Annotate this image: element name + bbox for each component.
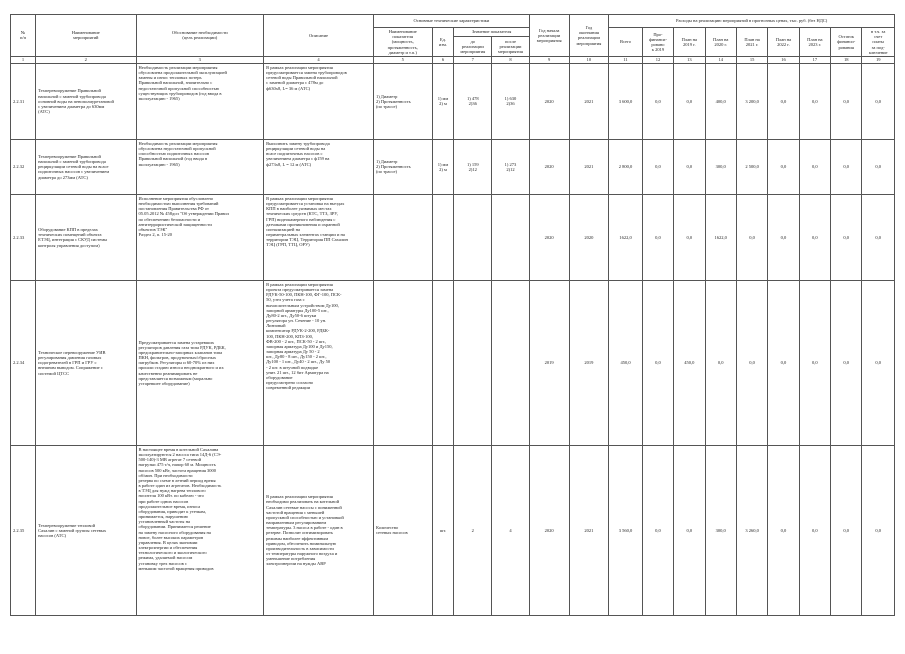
header-tech-name: Наименование показателя (мощность, протяженность, диаметр и т.п.) [373,28,432,57]
row-remainder: 0,0 [831,280,862,445]
row-num: 2.2.31 [11,63,36,139]
row-end-year: 2021 [569,445,609,615]
header-plan-2022: План на 2022 г. [768,28,799,57]
header-costs-group: Расходы на реализацию мероприятий в прогнозных ценах, тыс. руб. (без НДС) [609,15,895,28]
row-plan-2020: 1622,0 [705,194,736,280]
row-justification: В настоящее время в котельной Сахалина эксплуатируются 2 насоса типа 14Д-6 (СЭ- 500-140)-3 МВ агрегат 7 сетевой нагрузки 475 т/ч, напор 60 м. Мощность насосов 500 кВт, частота вращения 3000 об/мин. При необходимости резерва по схеме в летний период время в работе один из агрегатов. Необходимость в ТЭЦ для нужд нагрева теплового носителя 100 кВт. по кабелю - что при работе одних насосов продолжительное время, износа оборудования, приводит к утечкам, принимается, нарушению установленный частоты на оборудовании. Принимается решение на замену насосного оборудования на новое, более высоких параметров управления. В целях экономии электроэнергии и обеспечения технологического и экологического режима, удаляемой насосом установку трех насосов с меньшим частотой вращения приводов [136,445,264,615]
row-plan-2021: 3 260,0 [736,445,767,615]
header-description: Описание [264,15,374,57]
row-description: В рамках реализации мероприятия предусматривается установка на въездах КПП в наиболее уязвимых местах технических средств (КТС, ТТЗ, ЗРУ, ГРП) видеокамерного наблюдения с датчиками проникновения и охранной сигнализацией на периметральных элементах станции и на территории ТЭЦ. Территория ПП Сахалин ТЭЦ (ГРП, ТТЦ, ОРУ) [264,194,374,280]
row-plan-2023: 0,0 [799,194,830,280]
row-plan-2023: 0,0 [799,445,830,615]
row-financed: 0,0 [642,194,673,280]
row-financed: 0,0 [642,139,673,194]
row-remainder: 0,0 [831,139,862,194]
table-row [11,63,895,139]
row-before [454,280,492,445]
header-values-group: Значение показателя [454,28,529,37]
column-number: 18 [831,56,862,63]
row-num: 2.2.34 [11,280,36,445]
row-plan-2022: 0,0 [768,194,799,280]
row-tech-name: 1) Диаметр 2) Протяженность (по трассе) [373,63,432,139]
row-total: 1622,0 [609,194,642,280]
row-plan-2021: 0,0 [736,194,767,280]
header-plan-2020: План на 2020 г. [705,28,736,57]
header-before: до реализации мероприятия [454,36,492,56]
row-unit: 1) мм 2) м [432,139,454,194]
header-end-year: Год окончания реализации мероприятия [569,15,609,57]
header-unit: Ед. изм. [432,28,454,57]
row-total: 2 800,0 [609,139,642,194]
row-financed: 0,0 [642,63,673,139]
row-end-year: 2021 [569,63,609,139]
row-tech-name [373,194,432,280]
row-total: 3 560,0 [609,445,642,615]
row-plan-2022: 0,0 [768,280,799,445]
row-description: Выполнить замену трубопровода рециркуляции сетевой воды на всасе подпиточных насосов с увеличением диаметра с ф159 на ф273х8, L = 12 м (АТС) [264,139,374,194]
row-total: 450,0 [609,280,642,445]
row-plan-2021: 0,0 [736,280,767,445]
row-remainder: 0,0 [831,445,862,615]
header-total: Всего [609,28,642,57]
row-total: 3 600,0 [609,63,642,139]
row-plan-2020: 0,0 [705,280,736,445]
header-tech-group: Основные технические характеристики [373,15,529,28]
row-tech-name [373,280,432,445]
column-number: 6 [432,56,454,63]
table-row [11,194,895,280]
row-end-year: 2020 [569,194,609,280]
document-page [10,14,895,626]
row-unit: 1) мм 2) м [432,63,454,139]
row-remainder: 0,0 [831,194,862,280]
row-unit [432,280,454,445]
row-plan-2019: 450,0 [674,280,705,445]
row-name: Техперевооружение тепловой Сахалин с заменой группы сетевых насосов (АТС) [36,445,136,615]
row-start-year: 2020 [529,139,569,194]
row-plan-2022: 0,0 [768,445,799,615]
row-after: 4 [492,445,530,615]
row-plan-2023: 0,0 [799,280,830,445]
column-number: 8 [492,56,530,63]
column-number: 13 [674,56,705,63]
row-tech-name: 1) Диаметр 2) Протяженность (по трассе) [373,139,432,194]
row-num: 2.2.32 [11,139,36,194]
header-num: № п/п [11,15,36,57]
column-number: 2 [36,56,136,63]
row-name: Техперевооружение Правильной напольной с заменой трубопровода рециркуляции сетевой воды на всасе подпиточных насосов с увеличением диаметра до 273мм (АТС) [36,139,136,194]
table-row [11,139,895,194]
row-description: В рамках реализации мероприятия проекта предусматривается замена РДУК-50-100, ПКН-100, ФГ-100, ПСК- 50, узел учета газа с вычислительным устройством Ду100, запорной арматуры Ду100-5 шт., Ду80-2 шт., Ду50-6 штуки регулятора ун. Сечение - 10 ун. Линзовый компенсатор РДУК-2-200, РДБК- 100, ПКН-200, КПЗ-100, ФВ-200 - 2 шт., ПСК-50 - 2 шт., запорная арматура Ду100 и Ду150, запорная арматура Ду 50 - 2 шт., Ду80 - 8 шт., Ду150 - 2 шт., Ду100 - 1 шт., Ду40 - 2 шт., Ду 50 - 2 шт. в штучной подводке унит. 21 шт., 12 бит Арматура на оборудование предусмотрено согласно современной редакции [264,280,374,445]
column-number: 12 [642,56,673,63]
row-remainder: 0,0 [831,63,862,139]
column-number: 17 [799,56,830,63]
row-financed: 0,0 [642,445,673,615]
row-after: 1) 630 2)36 [492,63,530,139]
row-justification: Предусматривается замена устаревших регуляторов давления газа типа РДУК, РДБК, предохранительно-запорных клапанов типа ПКН, фильтров, продувочных/сбросных патрубков. Регуляторы и 60-70% из них прошли стадию износа неоднократного и их качественно реанимировать не представляется возможным (морально устаревшее оборудование) [136,280,264,445]
row-plan-2021: 3 200,0 [736,63,767,139]
row-financed: 0,0 [642,280,673,445]
row-start-year: 2020 [529,63,569,139]
column-number: 9 [529,56,569,63]
header-plan-2023: План на 2023 г. [799,28,830,57]
row-plan-2019: 0,0 [674,194,705,280]
row-num: 2.2.33 [11,194,36,280]
row-num: 2.2.35 [11,445,36,615]
row-plan-2020: 300,0 [705,445,736,615]
row-incl: 0,0 [862,280,895,445]
row-plan-2023: 0,0 [799,63,830,139]
row-name: Оборудование КПП в пределах технических помещений объекта ЕТЭЦ, интеграция с СКУД системы контроля управления доступом) [36,194,136,280]
row-after: 1) 273 2)12 [492,139,530,194]
row-plan-2021: 2 500,0 [736,139,767,194]
column-number: 11 [609,56,642,63]
row-plan-2022: 0,0 [768,139,799,194]
header-remainder: Остаток финанси- рования [831,28,862,57]
column-number: 15 [736,56,767,63]
row-end-year: 2019 [569,280,609,445]
measures-table [10,14,895,616]
header-plan-2019: План на 2019 г. [674,28,705,57]
row-incl: 0,0 [862,445,895,615]
column-number: 14 [705,56,736,63]
header-after: после реализации мероприятия [492,36,530,56]
row-before [454,194,492,280]
header-financed: Про- финанси- ровано к 2019 [642,28,673,57]
header-incl: в т.ч. за счет платы за под- ключение [862,28,895,57]
column-number: 16 [768,56,799,63]
header-plan-2021: План на 2021 г. [736,28,767,57]
row-plan-2020: 400,0 [705,63,736,139]
column-number: 7 [454,56,492,63]
row-description: В рамках реализации мероприятия необходимо реализовать на котельной Сахалин сетевые насосы с пониженной частотой вращения с меньшей пропускной способностью и установкой направленным регулированием температуры. 3 насоса в работе - один в резерве. Позволит оптимизировать режимы наиболее эффективным приводом, обеспечить номинальную производительность в зависимости от температуры наружного воздуха и уменьшение потребления электроэнергии на нужды АВР [264,445,374,615]
row-incl: 0,0 [862,139,895,194]
row-unit: шт. [432,445,454,615]
row-after [492,280,530,445]
row-plan-2019: 0,0 [674,63,705,139]
row-description: В рамках реализации мероприятия предусматривается замена трубопроводов сетевой воды Правильной напольной с заменой диаметра с 478м до ф630х8, L= 36 м (АТС) [264,63,374,139]
row-justification: Необходимость реализации мероприятия обусловлена недостаточной пропускной способностью подпиточных насосов Правильной напольной (год ввода в эксплуатацию - 1965) [136,139,264,194]
header-start-year: Год начала реализации мероприятия [529,15,569,57]
row-justification: Исполнение мероприятия обусловлено необходимостью выполнения требований постановления Правительства РФ от 05.05.2012 № 458дсп "Об утверждении Правил по обеспечению безопасности и антитеррористической защищенности объектов ТЭК" Раздел 2, п. 15-20 [136,194,264,280]
column-number: 10 [569,56,609,63]
row-start-year: 2020 [529,445,569,615]
row-before: 1) 159 2)12 [454,139,492,194]
column-number: 3 [136,56,264,63]
header-justification: Обоснование необходимости (цель реализации) [136,15,264,57]
table-row [11,445,895,615]
column-number: 5 [373,56,432,63]
row-incl: 0,0 [862,63,895,139]
table-row [11,280,895,445]
row-name: Техперевооружение Правильной напольной с заменой трубопровода основной воды на пенополиуретановой с увеличением диаметра до 630мм (АТС) [36,63,136,139]
row-after [492,194,530,280]
row-start-year: 2020 [529,194,569,280]
row-plan-2019: 0,0 [674,139,705,194]
row-unit [432,194,454,280]
row-tech-name: Количество сетевых насосов [373,445,432,615]
row-justification: Необходимость реализации мероприятия обусловлена продолжительной эксплуатацией замены и износ тепловых потерь Правильной напольной, значительно с недостаточной пропускной способностью существующих трубопроводов (год ввода в эксплуатацию - 1965) [136,63,264,139]
row-before: 2 [454,445,492,615]
row-end-year: 2021 [569,139,609,194]
row-plan-2022: 0,0 [768,63,799,139]
column-number: 1 [11,56,36,63]
row-plan-2023: 0,0 [799,139,830,194]
column-number: 4 [264,56,374,63]
row-name: Техническое перевооружение УИВ регулирования давления газовых подогревателей в ГРП и ГРУ с внешним выводом. Сопряжение с системой ЦТСС [36,280,136,445]
header-row-1 [11,15,895,28]
header-name: Наименование мероприятий [36,15,136,57]
column-number: 19 [862,56,895,63]
column-number-row [11,56,895,63]
row-incl: 0,0 [862,194,895,280]
row-before: 1) 478 2)36 [454,63,492,139]
row-start-year: 2019 [529,280,569,445]
row-plan-2020: 300,0 [705,139,736,194]
row-plan-2019: 0,0 [674,445,705,615]
